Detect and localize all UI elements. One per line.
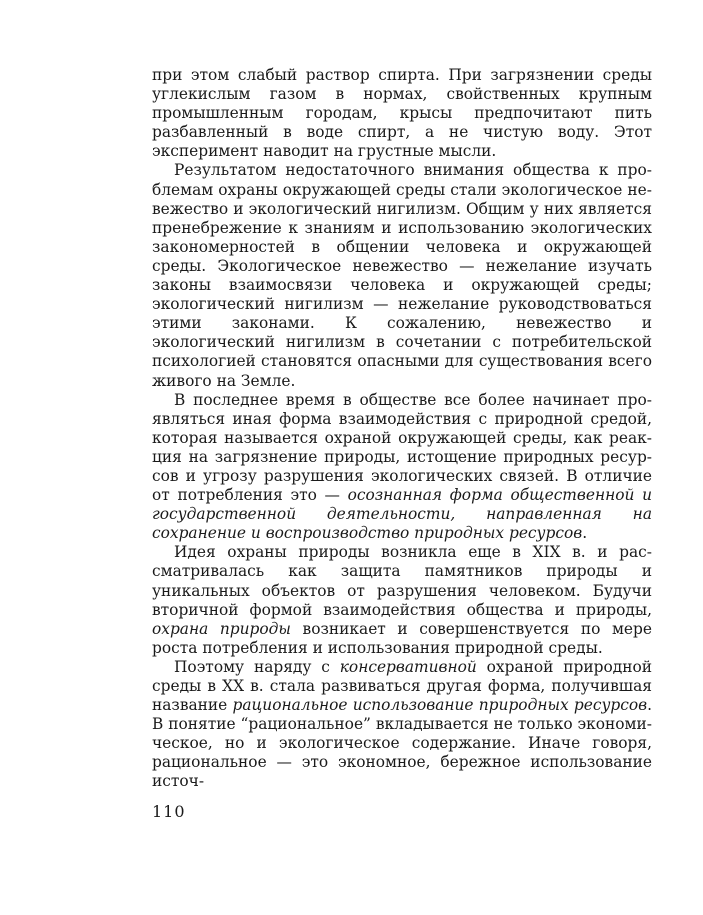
paragraph-3 [152,391,652,544]
paragraph-4-end: возникает и совершенствуется по мере роста потребления и использования природной среды. [152,619,652,657]
paragraph-3-text: В последнее время в обществе все более начинает проявляться иная форма взаимодействия с природной средой, которая называется охраной окружающей среды, как реакция на загрязнение природы, истощение природных ресурсов и угрозу разрушения экологических связей. В отличие от потребления это — [152,390,652,505]
paragraph-4-italic-term: охрана природы [152,619,291,638]
paragraph-5 [152,658,652,792]
page-number: 110 [152,802,186,821]
paragraph-5-italic-term-rational-use: рациональное использование природных ресурсов [232,696,648,715]
paragraph-5-middle: охраной природной среды в XX в. стала развиваться другая форма, получившая название [152,657,652,715]
paragraph-3-end: . [582,524,588,543]
paragraph-5-end: . В понятие “рациональное” вкладывается не только экономическое, но и экологическое содержание. Иначе говоря, рациональное — это экономное, бережное использование источ- [152,696,653,791]
paragraph-2 [152,161,652,390]
paragraph-4-text: Идея охраны природы возникла еще в XIX в. и рассматривалась как защита памятников природы и уникальных объектов от разрушения человеком. Будучи вторичной формой взаимодействия общества и природы, [152,543,652,619]
paragraph-1-text: при этом слабый раствор спирта. При загрязнении среды углекислым газом в нормах, свойственных крупным промышленным городам, крысы предпочитают пить разбавленный в воде спирт, а не чистую воду. Этот эксперимент наводит на грустные мысли. [152,66,652,161]
paragraph-2-text: Результатом недостаточного внимания общества к проблемам охраны окружающей среды стали экологическое невежество и экологический нигилизм. Общим у них является пренебрежение к знаниям и использованию экологических закономерностей в общении человека и окружающей среды. Экологическое невежество — нежелание изучать законы взаимосвязи человека и окружающей среды; экологический нигилизм — нежелание руководствоваться этими законами. К сожалению, невежество и экологический нигилизм в сочетании с потребительской психологией становятся опасными для существования всего живого на Земле. [152,161,652,390]
paragraph-4 [152,543,652,658]
page-body [152,66,652,792]
paragraph-5-text: Поэтому наряду с [174,657,340,676]
paragraph-5-italic-term-conservative: консервативной [339,657,477,676]
paragraph-1 [152,66,652,161]
paragraph-3-italic-definition: осознанная форма общественной и государственной деятельности, направленная на сохранение и воспроизводство природных ресурсов [152,486,652,543]
